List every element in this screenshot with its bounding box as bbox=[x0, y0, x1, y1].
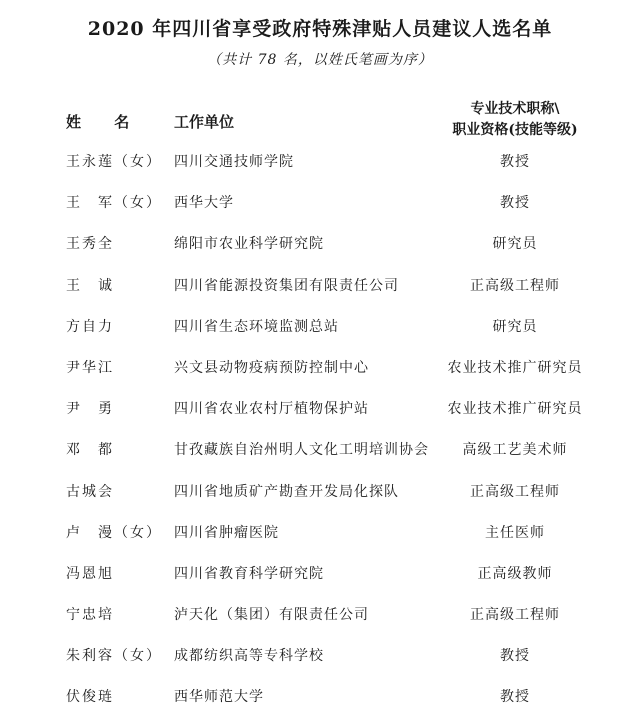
nominee-name: 方自力 bbox=[66, 318, 114, 335]
nominee-name: 邓 都 bbox=[66, 442, 114, 459]
table-row bbox=[0, 271, 640, 312]
nominee-org: 四川省生态环境监测总站 bbox=[174, 318, 339, 335]
nominee-org: 成都纺织高等专科学校 bbox=[174, 648, 324, 665]
nominee-name: 尹 勇 bbox=[66, 401, 114, 418]
nominee-org: 四川省农业农村厅植物保护站 bbox=[174, 401, 369, 418]
nominee-name: 王 诚 bbox=[66, 277, 114, 294]
nominee-org: 甘孜藏族自治州明人文化工明培训协会 bbox=[174, 442, 429, 459]
nominee-title: 正高级教师 bbox=[477, 565, 553, 582]
nominee-org: 西华师范大学 bbox=[174, 689, 264, 706]
nominee-title: 正高级工程师 bbox=[470, 483, 560, 500]
column-header-title bbox=[440, 99, 590, 141]
nominee-title: 农业技术推广研究员 bbox=[447, 401, 583, 418]
table-row bbox=[0, 600, 640, 641]
nominee-title: 研究员 bbox=[492, 318, 538, 335]
nominee-org: 四川省能源投资集团有限责任公司 bbox=[174, 277, 399, 294]
nominee-name: 古城会 bbox=[66, 483, 114, 500]
table-row bbox=[0, 147, 640, 188]
document-subtitle: （共计 78 名，以姓氏笔画为序） bbox=[207, 52, 433, 68]
nominee-title: 教授 bbox=[500, 195, 530, 212]
nominee-title: 研究员 bbox=[492, 236, 538, 253]
nominee-title: 教授 bbox=[500, 154, 530, 170]
table-row bbox=[0, 312, 640, 353]
nominee-org: 四川交通技师学院 bbox=[174, 154, 294, 170]
nominee-title: 高级工艺美术师 bbox=[462, 442, 568, 459]
table-row bbox=[0, 477, 640, 518]
table-row bbox=[0, 353, 640, 394]
table-row bbox=[0, 682, 640, 723]
nominee-name: 王秀全 bbox=[66, 236, 114, 253]
column-header-title-line1: 专业技术职称\ bbox=[470, 101, 560, 117]
nominee-title: 农业技术推广研究员 bbox=[447, 359, 583, 376]
table-row bbox=[0, 559, 640, 600]
column-header-title-line2: 职业资格(技能等级) bbox=[452, 122, 578, 138]
nominee-name: 伏俊琏 bbox=[66, 689, 114, 706]
table-row bbox=[0, 394, 640, 435]
nominee-name: 朱利容（女） bbox=[66, 648, 162, 665]
document-title: 2020 年四川省享受政府特殊津贴人员建议人选名单 bbox=[87, 18, 553, 40]
table-row bbox=[0, 518, 640, 559]
nominee-name: 卢 漫（女） bbox=[66, 524, 162, 541]
nominee-title: 正高级工程师 bbox=[470, 277, 560, 294]
nominee-org: 绵阳市农业科学研究院 bbox=[174, 236, 324, 253]
nominee-org: 四川省教育科学研究院 bbox=[174, 565, 324, 582]
nominee-title: 教授 bbox=[500, 689, 530, 706]
nominee-title: 正高级工程师 bbox=[470, 607, 560, 624]
nominee-title: 主任医师 bbox=[485, 524, 545, 541]
table-row bbox=[0, 229, 640, 270]
table-row bbox=[0, 435, 640, 476]
nominee-name: 尹华江 bbox=[66, 359, 114, 376]
nominee-org: 泸天化（集团）有限责任公司 bbox=[174, 607, 369, 624]
nominee-name: 冯恩旭 bbox=[66, 565, 114, 582]
nominee-name: 王永莲（女） bbox=[66, 154, 162, 170]
nominee-org: 兴文县动物疫病预防控制中心 bbox=[174, 359, 369, 376]
nominee-title: 教授 bbox=[500, 648, 530, 665]
column-header-name: 姓 名 bbox=[66, 113, 144, 131]
nominee-org: 四川省肿瘤医院 bbox=[174, 524, 279, 541]
nominee-name: 王 军（女） bbox=[66, 195, 162, 212]
nominee-org: 四川省地质矿产勘查开发局化探队 bbox=[174, 483, 399, 500]
nominee-org: 西华大学 bbox=[174, 195, 234, 212]
table-row bbox=[0, 188, 640, 229]
column-header-org: 工作单位 bbox=[174, 113, 235, 131]
nominee-table bbox=[0, 147, 640, 724]
table-row bbox=[0, 641, 640, 682]
nominee-name: 宁忠培 bbox=[66, 607, 114, 624]
